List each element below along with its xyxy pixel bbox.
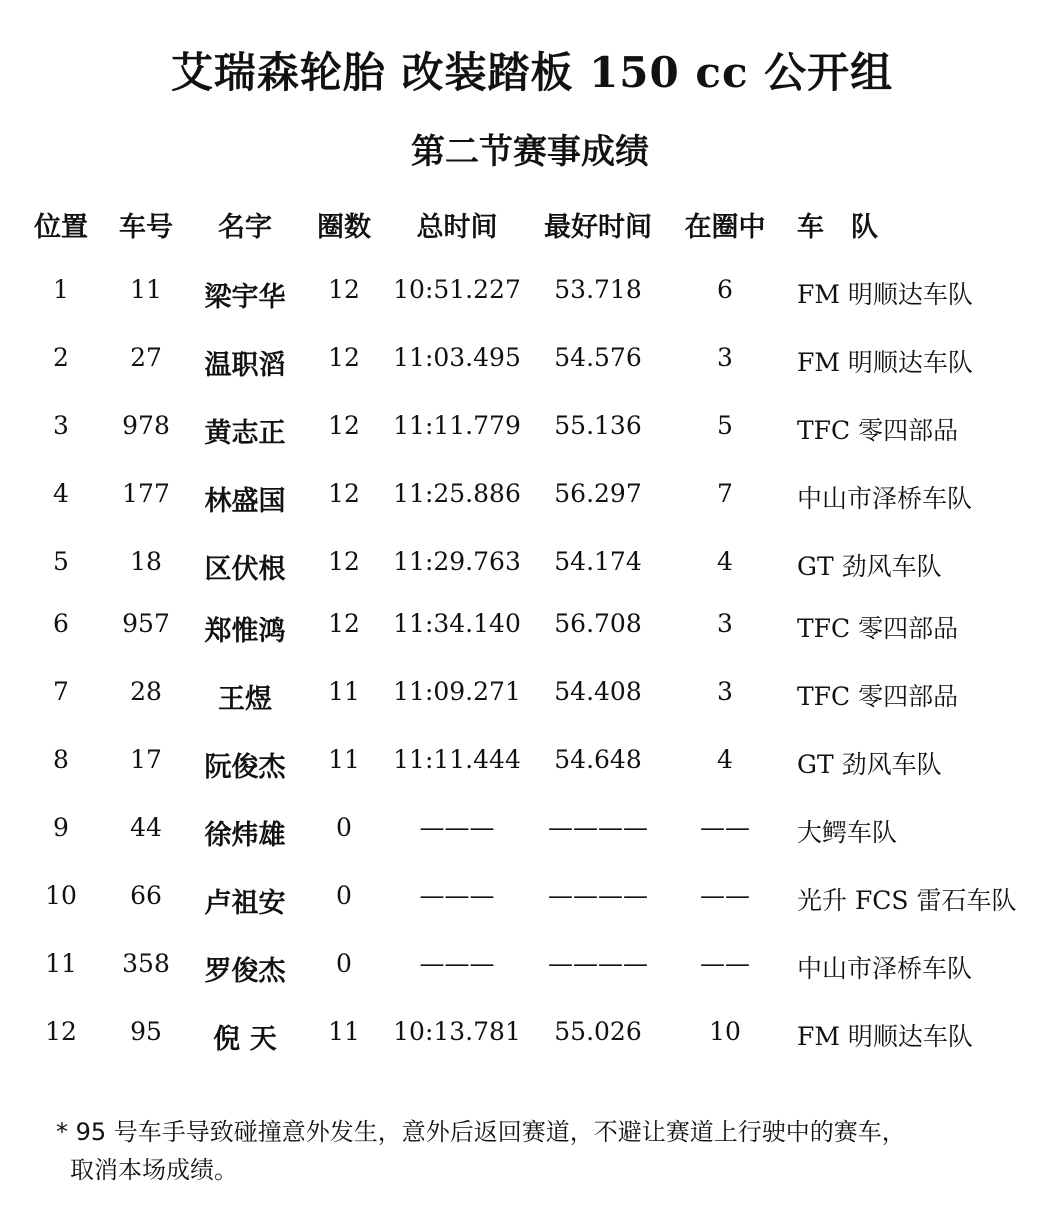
cell-car-number: 957 <box>122 609 170 638</box>
cell-in-lap: 7 <box>717 479 733 508</box>
footnote-line-1: * 95 号车手导致碰撞意外发生，意外后返回赛道，不避让赛道上行驶中的赛车， <box>56 1118 906 1146</box>
cell-best-time: 56.708 <box>554 609 642 638</box>
cell-position: 11 <box>45 949 77 978</box>
cell-total-time: 11:09.271 <box>393 677 521 706</box>
footnote <box>56 1113 1036 1189</box>
cell-position: 7 <box>53 677 69 706</box>
cell-total-time: 10:51.227 <box>393 275 521 304</box>
cell-car-number: 11 <box>130 275 162 304</box>
cell-laps: 11 <box>328 677 360 706</box>
cell-car-number: 17 <box>130 745 162 774</box>
cell-position: 2 <box>53 343 69 372</box>
cell-in-lap: 5 <box>717 411 733 440</box>
cell-car-number: 27 <box>130 343 162 372</box>
cell-total-time: 11:11.444 <box>393 745 521 774</box>
page-subtitle: 第二节赛事成绩 <box>411 132 649 172</box>
cell-position: 6 <box>53 609 69 638</box>
cell-team: TFC 零四部品 <box>797 614 959 643</box>
cell-total-time: ——— <box>419 881 495 910</box>
cell-total-time: ——— <box>419 813 495 842</box>
cell-driver-name: 罗俊杰 <box>204 956 286 987</box>
cell-team: TFC 零四部品 <box>797 682 959 711</box>
cell-laps: 0 <box>336 949 352 978</box>
header-best-time: 最好时间 <box>544 212 652 243</box>
cell-best-time: ———— <box>548 813 648 842</box>
cell-car-number: 177 <box>122 479 170 508</box>
cell-best-time: 54.408 <box>554 677 642 706</box>
cell-total-time: 11:29.763 <box>393 547 521 576</box>
cell-position: 10 <box>45 881 77 910</box>
cell-total-time: 10:13.781 <box>393 1017 521 1046</box>
header-car-number: 车号 <box>119 212 173 243</box>
cell-in-lap: 3 <box>717 609 733 638</box>
cell-in-lap: 3 <box>717 343 733 372</box>
cell-position: 1 <box>53 275 69 304</box>
cell-laps: 0 <box>336 813 352 842</box>
cell-in-lap: —— <box>700 881 750 910</box>
cell-car-number: 28 <box>130 677 162 706</box>
cell-team: 中山市泽桥车队 <box>797 954 973 983</box>
cell-car-number: 66 <box>130 881 162 910</box>
cell-driver-name: 倪 天 <box>213 1024 277 1055</box>
cell-best-time: 56.297 <box>554 479 642 508</box>
cell-total-time: ——— <box>419 949 495 978</box>
cell-best-time: 53.718 <box>554 275 642 304</box>
cell-laps: 11 <box>328 745 360 774</box>
cell-team: TFC 零四部品 <box>797 416 959 445</box>
cell-team: GT 劲风车队 <box>797 750 942 779</box>
header-total-time: 总时间 <box>416 212 498 243</box>
cell-team: GT 劲风车队 <box>797 552 942 581</box>
cell-position: 4 <box>53 479 69 508</box>
cell-position: 12 <box>45 1017 77 1046</box>
cell-driver-name: 黄志正 <box>204 418 286 449</box>
cell-car-number: 95 <box>130 1017 162 1046</box>
cell-in-lap: 4 <box>717 547 733 576</box>
page-title: 艾瑞森轮胎 改装踏板 150 cc 公开组 <box>170 48 894 97</box>
cell-driver-name: 徐炜雄 <box>204 820 286 851</box>
cell-driver-name: 阮俊杰 <box>204 752 286 783</box>
cell-driver-name: 卢祖安 <box>204 888 286 919</box>
cell-best-time: 54.648 <box>554 745 642 774</box>
cell-team: 中山市泽桥车队 <box>797 484 973 513</box>
cell-driver-name: 温职滔 <box>204 350 286 381</box>
cell-total-time: 11:11.779 <box>393 411 521 440</box>
cell-in-lap: 10 <box>709 1017 741 1046</box>
cell-in-lap: 6 <box>717 275 733 304</box>
cell-team: FM 明顺达车队 <box>797 280 973 309</box>
cell-laps: 12 <box>328 609 360 638</box>
cell-total-time: 11:03.495 <box>393 343 521 372</box>
cell-laps: 12 <box>328 411 360 440</box>
cell-driver-name: 林盛国 <box>204 486 286 517</box>
cell-in-lap: —— <box>700 813 750 842</box>
cell-in-lap: 3 <box>717 677 733 706</box>
cell-car-number: 978 <box>122 411 170 440</box>
cell-laps: 12 <box>328 479 360 508</box>
cell-in-lap: 4 <box>717 745 733 774</box>
cell-best-time: 55.136 <box>554 411 642 440</box>
header-team: 车 队 <box>797 212 878 243</box>
header-laps: 圈数 <box>317 212 371 243</box>
cell-total-time: 11:34.140 <box>393 609 521 638</box>
cell-team: 大鳄车队 <box>797 818 898 847</box>
cell-best-time: ———— <box>548 881 648 910</box>
cell-driver-name: 郑惟鸿 <box>204 616 286 647</box>
cell-team: 光升 FCS 雷石车队 <box>797 886 1017 915</box>
cell-laps: 0 <box>336 881 352 910</box>
cell-driver-name: 梁宇华 <box>204 282 286 313</box>
cell-best-time: 54.174 <box>554 547 642 576</box>
cell-car-number: 18 <box>130 547 162 576</box>
header-in-lap: 在圈中 <box>684 212 766 243</box>
header-position: 位置 <box>34 212 88 243</box>
cell-car-number: 358 <box>122 949 170 978</box>
cell-driver-name: 王煜 <box>218 684 272 715</box>
cell-position: 5 <box>53 547 69 576</box>
cell-team: FM 明顺达车队 <box>797 348 973 377</box>
cell-best-time: 54.576 <box>554 343 642 372</box>
header-name: 名字 <box>218 212 272 243</box>
cell-laps: 12 <box>328 547 360 576</box>
cell-position: 8 <box>53 745 69 774</box>
cell-laps: 12 <box>328 343 360 372</box>
cell-best-time: 55.026 <box>554 1017 642 1046</box>
cell-laps: 12 <box>328 275 360 304</box>
cell-team: FM 明顺达车队 <box>797 1022 973 1051</box>
cell-total-time: 11:25.886 <box>393 479 521 508</box>
cell-driver-name: 区伏根 <box>204 554 286 585</box>
cell-position: 3 <box>53 411 69 440</box>
cell-best-time: ———— <box>548 949 648 978</box>
cell-car-number: 44 <box>130 813 162 842</box>
cell-position: 9 <box>53 813 69 842</box>
cell-in-lap: —— <box>700 949 750 978</box>
cell-laps: 11 <box>328 1017 360 1046</box>
footnote-line-2: 取消本场成绩。 <box>70 1156 238 1184</box>
